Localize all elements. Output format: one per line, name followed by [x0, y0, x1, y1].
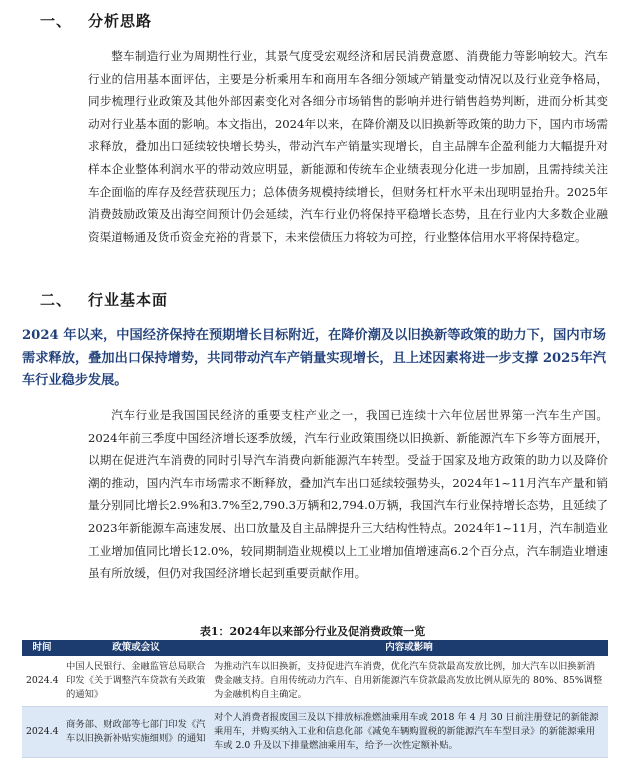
row-content: 为推动汽车以旧换新，支持促进汽车消费，优化汽车贷款最高发放比例，加大汽车以旧换新消费金融支持。自用传统动力汽车、自用新能源汽车贷款最高发放比例从原先的 80%、85%调整为金融机构自主确定。	[210, 656, 608, 707]
section-1-title: 分析思路	[88, 12, 153, 30]
table-header-row	[22, 640, 608, 656]
row-content: 对个人消费者报废国三及以下排放标准燃油乘用车或 2018 年 4 月 30 日前注册登记的新能源乘用车，并购买纳入工业和信息化部《减免车辆购置税的新能源汽车车型目录》的新能源乘用车或 2.0 升及以下排量燃油乘用车，给予一次性定额补贴。	[210, 707, 608, 758]
row-policy: 中国人民银行、金融监管总局联合印发《关于调整汽车贷款有关政策的通知》	[62, 656, 210, 707]
row-policy: 商务部、财政部等七部门印发《汽车以旧换新补贴实施细则》的通知	[62, 707, 210, 758]
row-time: 2024.4	[22, 656, 62, 707]
row-time: 2024.4	[22, 707, 62, 758]
header-time: 时间	[22, 640, 62, 656]
section-2-heading	[40, 289, 168, 310]
table-caption: 表1：2024年以来部分行业及促消费政策一览	[199, 625, 426, 638]
header-content: 内容或影响	[210, 640, 608, 656]
section-2-paragraph: 汽车行业是我国国民经济的重要支柱产业之一，我国已连续十六年位居世界第一汽车生产国。2024年前三季度中国经济增长逐季放缓，汽车行业政策围绕以旧换新、新能源汽车下乡等方面展开，以期在促进汽车消费的同时引导汽车消费向新能源汽车转型。受益于国家及地方政策的助力以及降价潮的推动，国内汽车市场需求不断释放，叠加汽车出口延续较强势头，2024年1~11月汽车产量和销量分别同比增长2.9%和3.7%至2,790.3万辆和2,794.0万辆，我国汽车行业保持增长态势，且延续了2023年新能源车高速发展、出口放量及自主品牌提升三大结构性特点。2024年1~11月，汽车制造业工业增加值同比增长12.0%，较同期制造业规模以上工业增加值增速高6.2个百分点，汽车制造业增速虽有所放缓，但仍对我国经济增长起到重要贡献作用。	[88, 408, 608, 581]
policy-table	[22, 640, 608, 758]
header-policy: 政策或会议	[62, 640, 210, 656]
section-2-number: 二、	[40, 291, 73, 309]
section-2-lead: 2024 年以来，中国经济保持在预期增长目标附近，在降价潮及以旧换新等政策的助力下，国内市场需求释放，叠加出口保持增势，共同带动汽车产销量实现增长，且上述因素将进一步支撑 2025年汽车行业稳步发展。	[22, 328, 606, 388]
section-2-title: 行业基本面	[88, 291, 169, 309]
section-1-paragraph: 整车制造行业为周期性行业，其景气度受宏观经济和居民消费意愿、消费能力等影响较大。汽车行业的信用基本面评估，主要是分析乘用车和商用车各细分领域产销量变动情况以及行业竞争格局，同步梳理行业政策及其他外部因素变化对各细分市场销售的影响并进行销售趋势判断，进而分析其变动对行业基本面的影响。本文指出，2024年以来，在降价潮及以旧换新等政策的助力下，国内市场需求释放，叠加出口延续较快增长势头，带动汽车产销量实现增长，自主品牌车企盈利能力大幅提升对样本企业整体利润水平的带动效应明显，新能源和传统车企业绩表现分化进一步加剧，且需持续关注车企面临的库存及经营获现压力；总体债务规模持续增长，但财务杠杆水平未出现明显抬升。2025年消费鼓励政策及出海空间预计仍会延续，汽车行业仍将保持平稳增长态势，且在行业内大多数企业融资渠道畅通及货币资金充裕的背景下，未来偿债压力将较为可控，行业整体信用水平将保持稳定。	[88, 49, 608, 244]
table-row	[22, 707, 608, 758]
table-row	[22, 656, 608, 707]
section-1-heading	[40, 10, 152, 31]
section-1-number: 一、	[40, 12, 73, 30]
